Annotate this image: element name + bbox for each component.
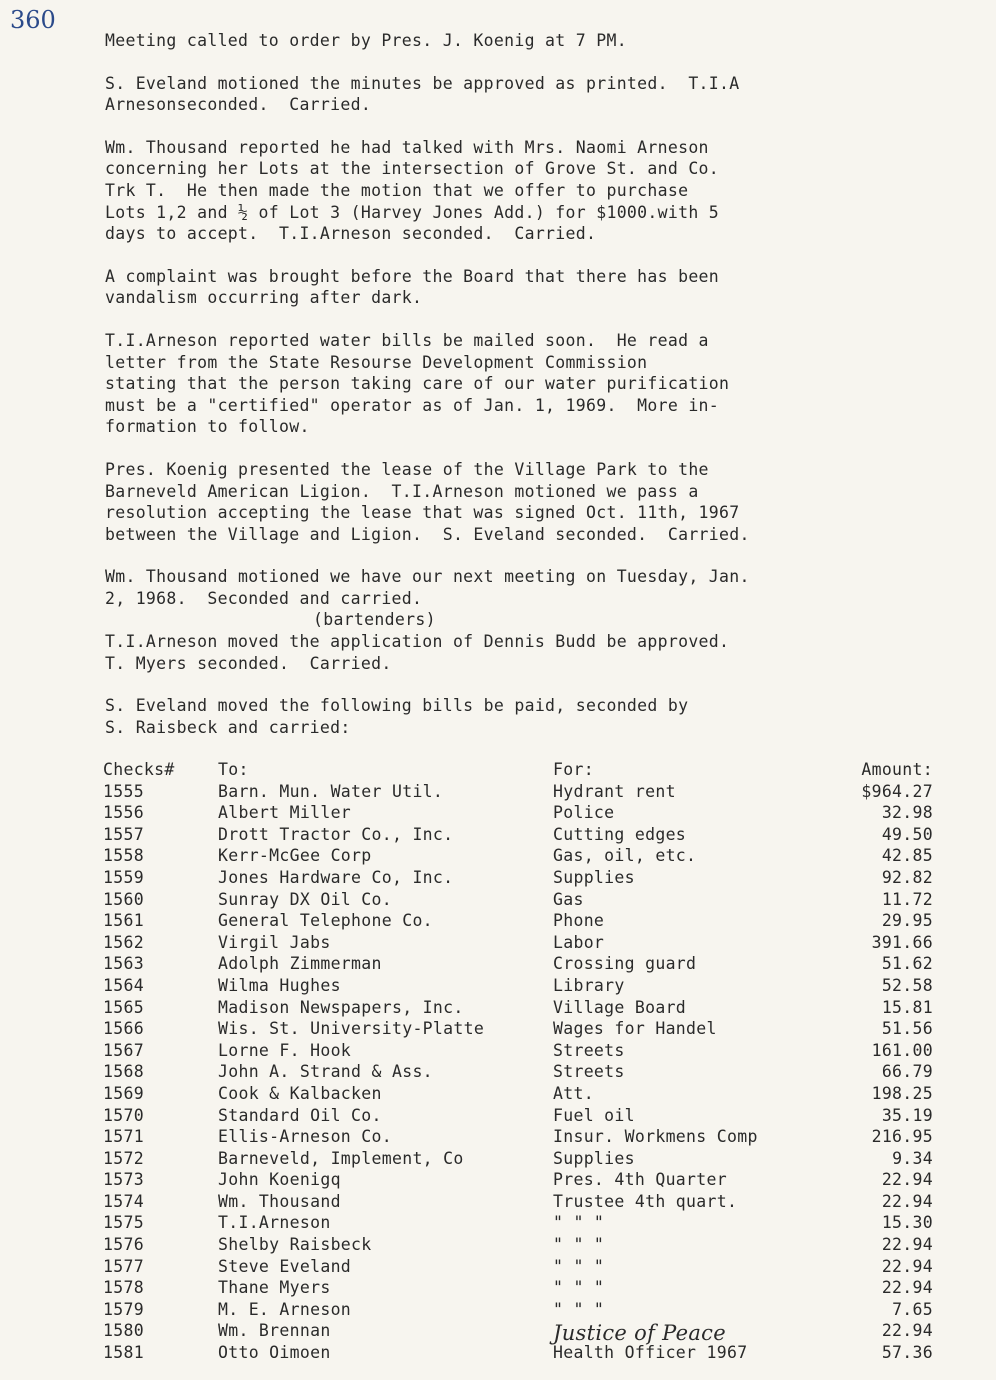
- paragraph-bartender-application: T.I.Arneson moved the application of Dennis Budd be approved. T. Myers seconded. Carried.: [105, 632, 730, 673]
- check-number: 1560: [103, 889, 144, 909]
- check-number: 1581: [103, 1343, 144, 1363]
- amount: 49.50: [881, 824, 933, 844]
- purpose: Supplies: [553, 867, 635, 887]
- payee: Jones Hardware Co, Inc.: [218, 867, 454, 887]
- purpose: " " ": [553, 1256, 605, 1276]
- purpose: " " ": [553, 1299, 605, 1319]
- table-row: [103, 1149, 933, 1171]
- payee: M. E. Arneson: [218, 1299, 352, 1319]
- table-row: [103, 933, 933, 955]
- purpose: Health Officer 1967: [553, 1343, 748, 1363]
- check-number: 1563: [103, 954, 144, 974]
- payee: Barneveld, Implement, Co: [218, 1148, 464, 1168]
- payee: Lorne F. Hook: [218, 1040, 352, 1060]
- payee: Kerr-McGee Corp: [218, 846, 372, 866]
- amount: 7.65: [892, 1299, 933, 1319]
- purpose: Att.: [553, 1083, 594, 1103]
- amount: 52.58: [881, 975, 933, 995]
- table-row: [103, 1321, 933, 1346]
- check-number: 1576: [103, 1235, 144, 1255]
- paragraph-water-bills: T.I.Arneson reported water bills be mailed soon. He read a letter from the State Resourse Development Commission stating that the person taking care of our water purification must be a "certified" operator as of Jan. 1, 1969. More in- formation to follow.: [105, 330, 730, 437]
- table-row: [103, 1278, 933, 1300]
- table-row: [103, 1213, 933, 1235]
- header-for: For:: [553, 760, 594, 779]
- purpose: " " ": [553, 1278, 605, 1298]
- table-row: [103, 998, 933, 1020]
- check-number: 1577: [103, 1256, 144, 1276]
- header-amount: Amount:: [861, 760, 933, 779]
- table-row: [103, 1127, 933, 1149]
- table-row: [103, 1084, 933, 1106]
- check-number: 1574: [103, 1191, 144, 1211]
- payee: Barn. Mun. Water Util.: [218, 781, 444, 801]
- payee: John Koenigq: [218, 1170, 341, 1190]
- check-number: 1557: [103, 824, 144, 844]
- check-number: 1578: [103, 1278, 144, 1298]
- amount: 51.56: [881, 1019, 933, 1039]
- purpose: Streets: [553, 1062, 625, 1082]
- purpose: " " ": [553, 1235, 605, 1255]
- payee: General Telephone Co.: [218, 911, 433, 931]
- minutes-body: [105, 30, 945, 759]
- table-row: [103, 803, 933, 825]
- table-row: [103, 1019, 933, 1041]
- table-row: [103, 1062, 933, 1084]
- payee: John A. Strand & Ass.: [218, 1062, 433, 1082]
- table-row: [103, 782, 933, 804]
- paragraph-bills-intro: S. Eveland moved the following bills be paid, seconded by S. Raisbeck and carried:: [105, 696, 689, 737]
- amount: 22.94: [881, 1235, 933, 1255]
- check-number: 1569: [103, 1083, 144, 1103]
- payee: Virgil Jabs: [218, 932, 331, 952]
- purpose: Gas, oil, etc.: [553, 846, 697, 866]
- purpose: Village Board: [553, 997, 687, 1017]
- paragraph-next-meeting: Wm. Thousand motioned we have our next meeting on Tuesday, Jan. 2, 1968. Seconded and carried.: [105, 567, 750, 608]
- check-number: 1559: [103, 867, 144, 887]
- amount: 22.94: [881, 1170, 933, 1190]
- amount: 216.95: [871, 1127, 933, 1147]
- payee: Standard Oil Co.: [218, 1105, 382, 1125]
- purpose: Wages for Handel: [553, 1019, 717, 1039]
- bills-header-row: [103, 760, 933, 782]
- check-number: 1572: [103, 1148, 144, 1168]
- amount: 42.85: [881, 846, 933, 866]
- table-row: [103, 911, 933, 933]
- payee: Otto Oimoen: [218, 1343, 331, 1363]
- check-number: 1564: [103, 975, 144, 995]
- check-number: 1561: [103, 911, 144, 931]
- purpose: Trustee 4th quart.: [553, 1191, 738, 1211]
- check-number: 1570: [103, 1105, 144, 1125]
- check-number: 1562: [103, 932, 144, 952]
- purpose: Gas: [553, 889, 584, 909]
- payee: Wis. St. University-Platte: [218, 1019, 485, 1039]
- table-row: [103, 1170, 933, 1192]
- check-number: 1565: [103, 997, 144, 1017]
- amount: 391.66: [871, 932, 933, 952]
- table-row: [103, 825, 933, 847]
- amount: $964.27: [861, 781, 933, 801]
- table-row: [103, 1343, 933, 1365]
- amount: 22.94: [881, 1256, 933, 1276]
- payee: Drott Tractor Co., Inc.: [218, 824, 454, 844]
- check-number: 1567: [103, 1040, 144, 1060]
- table-row: [103, 976, 933, 998]
- purpose: Supplies: [553, 1148, 635, 1168]
- check-number: 1556: [103, 803, 144, 823]
- amount: 22.94: [881, 1191, 933, 1211]
- paragraph-vandalism: A complaint was brought before the Board that there has been vandalism occurring after dark.: [105, 266, 720, 308]
- amount: 51.62: [881, 954, 933, 974]
- amount: 9.34: [892, 1148, 933, 1168]
- purpose: Pres. 4th Quarter: [553, 1170, 727, 1190]
- table-row: [103, 890, 933, 912]
- purpose: Library: [553, 975, 625, 995]
- table-row: [103, 1041, 933, 1063]
- payee: Sunray DX Oil Co.: [218, 889, 392, 909]
- check-number: 1573: [103, 1170, 144, 1190]
- amount: 35.19: [881, 1105, 933, 1125]
- amount: 29.95: [881, 911, 933, 931]
- purpose: Insur. Workmens Comp: [553, 1127, 758, 1147]
- amount: 92.82: [881, 867, 933, 887]
- amount: 198.25: [871, 1083, 933, 1103]
- payee: Cook & Kalbacken: [218, 1083, 382, 1103]
- check-number: 1571: [103, 1127, 144, 1147]
- purpose: Crossing guard: [553, 954, 697, 974]
- purpose: Labor: [553, 932, 605, 952]
- payee: Shelby Raisbeck: [218, 1235, 372, 1255]
- bills-table: [103, 760, 933, 1365]
- check-number: 1579: [103, 1299, 144, 1319]
- header-to: To:: [218, 760, 249, 779]
- check-number: 1575: [103, 1213, 144, 1233]
- purpose: Police: [553, 803, 615, 823]
- table-row: [103, 1192, 933, 1214]
- amount: 22.94: [881, 1321, 933, 1341]
- table-row: [103, 868, 933, 890]
- purpose: Justice of Peace: [553, 1321, 726, 1346]
- amount: 32.98: [881, 803, 933, 823]
- page-number: 360: [10, 6, 56, 34]
- amount: 11.72: [881, 889, 933, 909]
- purpose: Fuel oil: [553, 1105, 635, 1125]
- purpose: Hydrant rent: [553, 781, 676, 801]
- table-row: [103, 846, 933, 868]
- payee: Steve Eveland: [218, 1256, 352, 1276]
- payee: Ellis-Arneson Co.: [218, 1127, 392, 1147]
- paragraph-lot-purchase: Wm. Thousand reported he had talked with Mrs. Naomi Arneson concerning her Lots at the intersection of Grove St. and Co. Trk T. He then made the motion that we offer to purchase Lots 1,2 and ½ of Lot 3 (Harvey Jones Add.) for $1000.with 5 days to accept. T.I.Arneson seconded. Carried.: [105, 137, 720, 244]
- purpose: Phone: [553, 911, 605, 931]
- check-number: 1568: [103, 1062, 144, 1082]
- amount: 161.00: [871, 1040, 933, 1060]
- paragraph-park-lease: Pres. Koenig presented the lease of the Village Park to the Barneveld American Ligion. T.I.Arneson motioned we pass a resolution accepting the lease that was signed Oct. 11th, 1967 between the Village and Ligion. S. Eveland seconded. Carried.: [105, 459, 750, 544]
- handwritten-insertion: (bartenders): [313, 610, 436, 630]
- table-row: [103, 1235, 933, 1257]
- paragraph-minutes-approval: S. Eveland motioned the minutes be approved as printed. T.I.A Arnesonseconded. Carried.: [105, 73, 740, 115]
- payee: Madison Newspapers, Inc.: [218, 997, 464, 1017]
- purpose: " " ": [553, 1213, 605, 1233]
- amount: 57.36: [881, 1343, 933, 1363]
- amount: 22.94: [881, 1278, 933, 1298]
- table-row: [103, 1300, 933, 1322]
- check-number: 1558: [103, 846, 144, 866]
- payee: T.I.Arneson: [218, 1213, 331, 1233]
- check-number: 1580: [103, 1321, 144, 1341]
- amount: 15.81: [881, 997, 933, 1017]
- payee: Wilma Hughes: [218, 975, 341, 995]
- purpose: Streets: [553, 1040, 625, 1060]
- payee: Thane Myers: [218, 1278, 331, 1298]
- payee: Albert Miller: [218, 803, 352, 823]
- table-row: [103, 954, 933, 976]
- table-row: [103, 1106, 933, 1128]
- payee: Adolph Zimmerman: [218, 954, 382, 974]
- payee: Wm. Brennan: [218, 1321, 331, 1341]
- header-check: Checks#: [103, 760, 175, 779]
- purpose: Cutting edges: [553, 824, 687, 844]
- payee: Wm. Thousand: [218, 1191, 341, 1211]
- check-number: 1566: [103, 1019, 144, 1039]
- amount: 66.79: [881, 1062, 933, 1082]
- table-row: [103, 1257, 933, 1279]
- paragraph-call-to-order: Meeting called to order by Pres. J. Koenig at 7 PM.: [105, 31, 627, 50]
- amount: 15.30: [881, 1213, 933, 1233]
- check-number: 1555: [103, 781, 144, 801]
